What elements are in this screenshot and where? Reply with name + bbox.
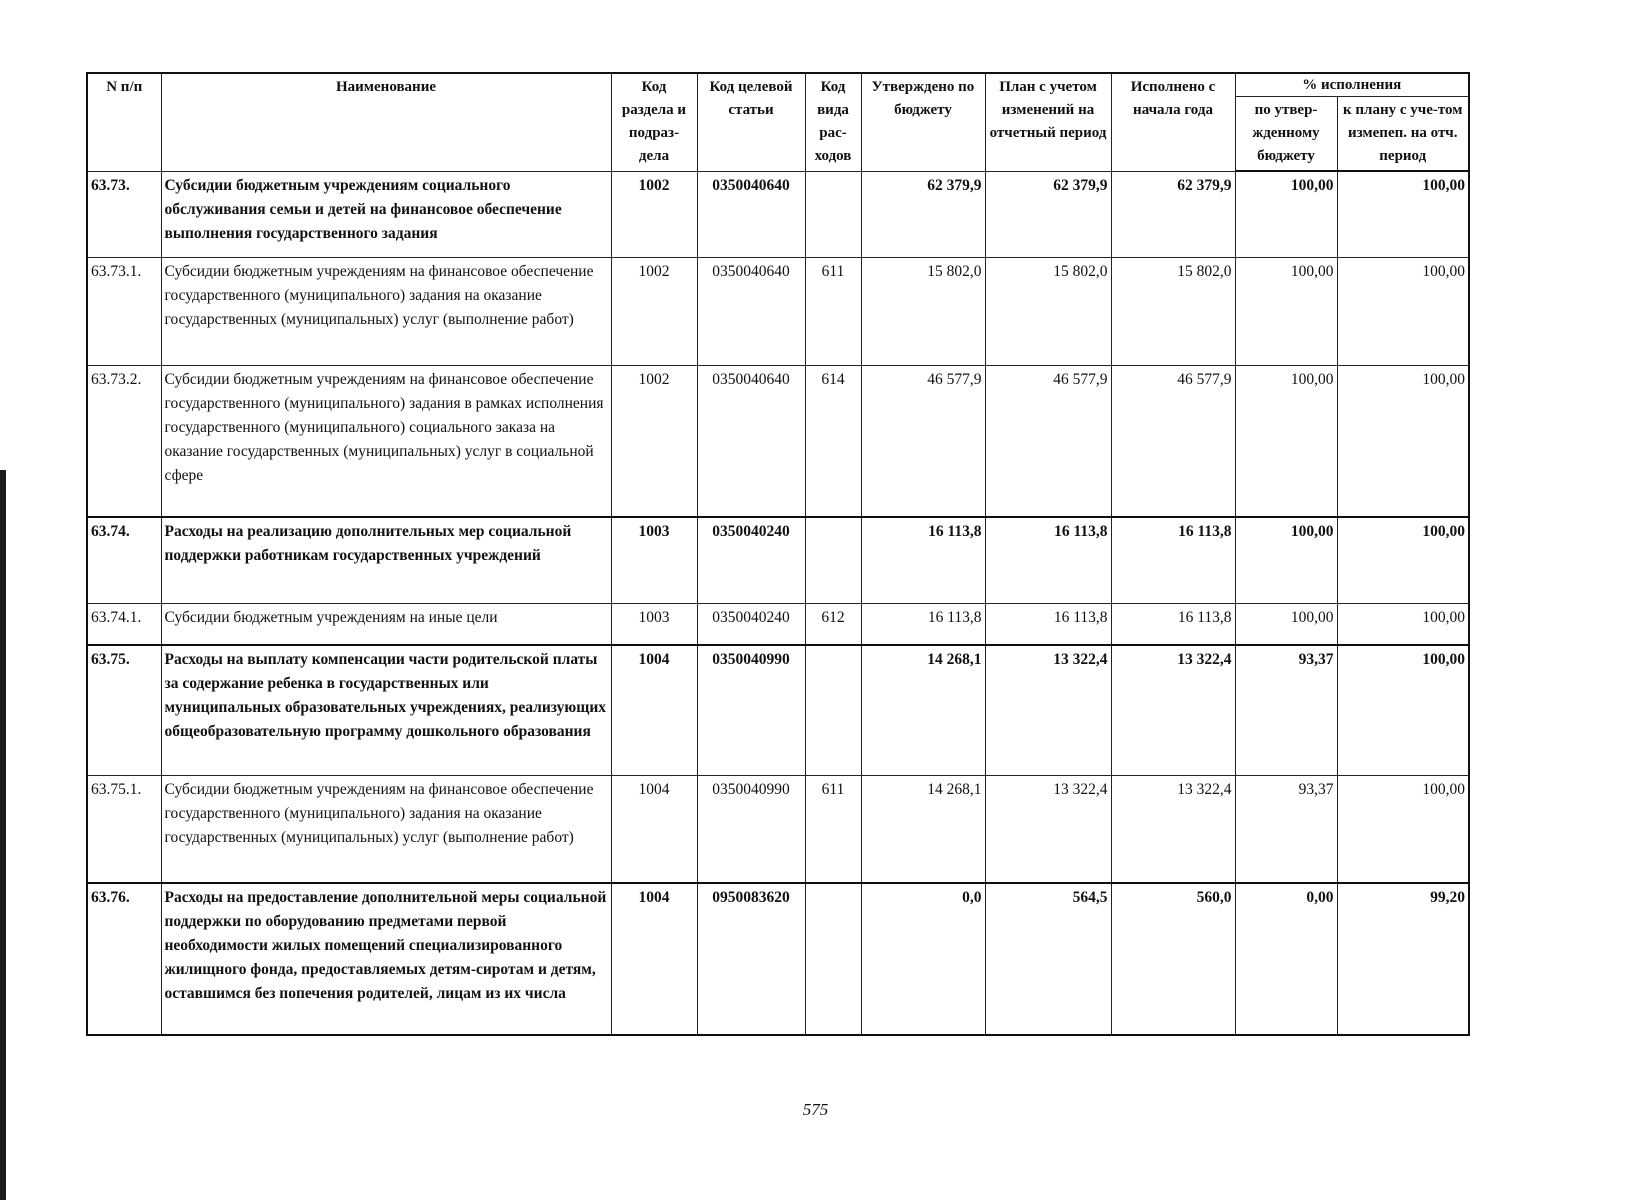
cell-target: 0350040240	[697, 603, 805, 645]
cell-pct-plan: 100,00	[1337, 775, 1469, 883]
col-approved-header: Утверждено по бюджету	[861, 73, 985, 171]
table-row	[87, 775, 1469, 883]
cell-approved: 14 268,1	[861, 775, 985, 883]
cell-num: 63.73.2.	[87, 365, 161, 517]
cell-target: 0350040990	[697, 645, 805, 775]
cell-pct-budget: 93,37	[1235, 645, 1337, 775]
cell-pct-plan: 99,20	[1337, 883, 1469, 1035]
table-row	[87, 257, 1469, 365]
col-plan-header: План с учетом изменений на отчетный период	[985, 73, 1111, 171]
cell-target: 0350040640	[697, 365, 805, 517]
cell-kind	[805, 517, 861, 603]
col-name-header: Наименование	[161, 73, 611, 171]
cell-plan: 62 379,9	[985, 171, 1111, 257]
cell-section: 1002	[611, 365, 697, 517]
cell-name: Субсидии бюджетным учреждениям на иные цели	[161, 603, 611, 645]
cell-executed: 46 577,9	[1111, 365, 1235, 517]
cell-kind	[805, 645, 861, 775]
cell-pct-budget: 100,00	[1235, 257, 1337, 365]
cell-section: 1003	[611, 603, 697, 645]
cell-pct-plan: 100,00	[1337, 257, 1469, 365]
cell-plan: 13 322,4	[985, 775, 1111, 883]
col-num-header: N п/п	[87, 73, 161, 171]
cell-kind: 614	[805, 365, 861, 517]
col-kind-header: Код вида рас-ходов	[805, 73, 861, 171]
cell-section: 1002	[611, 257, 697, 365]
cell-name: Расходы на выплату компенсации части родительской платы за содержание ребенка в государственных или муниципальных образовательных учреждениях, реализующих общеобразовательную программу дошкольного образования	[161, 645, 611, 775]
cell-plan: 46 577,9	[985, 365, 1111, 517]
cell-pct-budget: 100,00	[1235, 365, 1337, 517]
table-row	[87, 645, 1469, 775]
cell-target: 0950083620	[697, 883, 805, 1035]
cell-section: 1004	[611, 645, 697, 775]
cell-num: 63.75.	[87, 645, 161, 775]
col-percent-group-header: % исполнения	[1235, 73, 1469, 97]
cell-target: 0350040240	[697, 517, 805, 603]
cell-plan: 15 802,0	[985, 257, 1111, 365]
cell-section: 1003	[611, 517, 697, 603]
cell-executed: 15 802,0	[1111, 257, 1235, 365]
cell-approved: 0,0	[861, 883, 985, 1035]
cell-num: 63.73.1.	[87, 257, 161, 365]
table-row	[87, 883, 1469, 1035]
cell-approved: 15 802,0	[861, 257, 985, 365]
cell-name: Расходы на предоставление дополнительной меры социальной поддержки по оборудованию предметами первой необходимости жилых помещений специализированного жилищного фонда, предоставляемых детям-сиротам и детям, оставшимся без попечения родителей, лицам из их числа	[161, 883, 611, 1035]
cell-pct-plan: 100,00	[1337, 517, 1469, 603]
col-target-header: Код целевой статьи	[697, 73, 805, 171]
cell-num: 63.75.1.	[87, 775, 161, 883]
cell-plan: 13 322,4	[985, 645, 1111, 775]
cell-approved: 46 577,9	[861, 365, 985, 517]
budget-execution-table	[86, 72, 1470, 1036]
cell-name: Расходы на реализацию дополнительных мер социальной поддержки работникам государственных учреждений	[161, 517, 611, 603]
page-number: 575	[802, 1100, 829, 1119]
cell-section: 1004	[611, 883, 697, 1035]
cell-executed: 16 113,8	[1111, 603, 1235, 645]
cell-executed: 13 322,4	[1111, 775, 1235, 883]
col-executed-header: Исполнено с начала года	[1111, 73, 1235, 171]
cell-approved: 14 268,1	[861, 645, 985, 775]
table-body	[87, 171, 1469, 1035]
cell-section: 1004	[611, 775, 697, 883]
cell-name: Субсидии бюджетным учреждениям на финансовое обеспечение государственного (муниципального) задания на оказание государственных (муниципальных) услуг (выполнение работ)	[161, 775, 611, 883]
cell-pct-plan: 100,00	[1337, 645, 1469, 775]
cell-kind	[805, 171, 861, 257]
cell-target: 0350040990	[697, 775, 805, 883]
cell-executed: 16 113,8	[1111, 517, 1235, 603]
table-row	[87, 365, 1469, 517]
cell-target: 0350040640	[697, 257, 805, 365]
cell-target: 0350040640	[697, 171, 805, 257]
cell-pct-budget: 93,37	[1235, 775, 1337, 883]
cell-approved: 16 113,8	[861, 603, 985, 645]
cell-num: 63.73.	[87, 171, 161, 257]
col-pct-budget-header: по утвер-жденному бюджету	[1235, 97, 1337, 172]
col-pct-plan-header: к плану с уче-том измепеп. на отч. период	[1337, 97, 1469, 172]
table-row	[87, 517, 1469, 603]
cell-kind	[805, 883, 861, 1035]
cell-executed: 62 379,9	[1111, 171, 1235, 257]
cell-num: 63.74.1.	[87, 603, 161, 645]
cell-name: Субсидии бюджетным учреждениям на финансовое обеспечение государственного (муниципального) задания на оказание государственных (муниципальных) услуг (выполнение работ)	[161, 257, 611, 365]
header-row	[87, 73, 1469, 97]
cell-num: 63.76.	[87, 883, 161, 1035]
table-row	[87, 171, 1469, 257]
table-row	[87, 603, 1469, 645]
cell-kind: 611	[805, 257, 861, 365]
scan-edge	[0, 470, 6, 1200]
cell-pct-plan: 100,00	[1337, 365, 1469, 517]
cell-plan: 16 113,8	[985, 603, 1111, 645]
cell-pct-budget: 100,00	[1235, 517, 1337, 603]
cell-approved: 62 379,9	[861, 171, 985, 257]
cell-plan: 564,5	[985, 883, 1111, 1035]
cell-plan: 16 113,8	[985, 517, 1111, 603]
cell-name: Субсидии бюджетным учреждениям на финансовое обеспечение государственного (муниципального) задания в рамках исполнения государственного (муниципального) социального заказа на оказание государственных (муниципальных) услуг в социальной сфере	[161, 365, 611, 517]
cell-pct-budget: 0,00	[1235, 883, 1337, 1035]
col-section-header: Код раздела и подраз-дела	[611, 73, 697, 171]
cell-pct-plan: 100,00	[1337, 603, 1469, 645]
cell-executed: 13 322,4	[1111, 645, 1235, 775]
cell-kind: 612	[805, 603, 861, 645]
cell-pct-budget: 100,00	[1235, 603, 1337, 645]
cell-approved: 16 113,8	[861, 517, 985, 603]
cell-pct-plan: 100,00	[1337, 171, 1469, 257]
cell-num: 63.74.	[87, 517, 161, 603]
cell-name: Субсидии бюджетным учреждениям социального обслуживания семьи и детей на финансовое обеспечение выполнения государственного задания	[161, 171, 611, 257]
cell-section: 1002	[611, 171, 697, 257]
cell-pct-budget: 100,00	[1235, 171, 1337, 257]
cell-kind: 611	[805, 775, 861, 883]
cell-executed: 560,0	[1111, 883, 1235, 1035]
